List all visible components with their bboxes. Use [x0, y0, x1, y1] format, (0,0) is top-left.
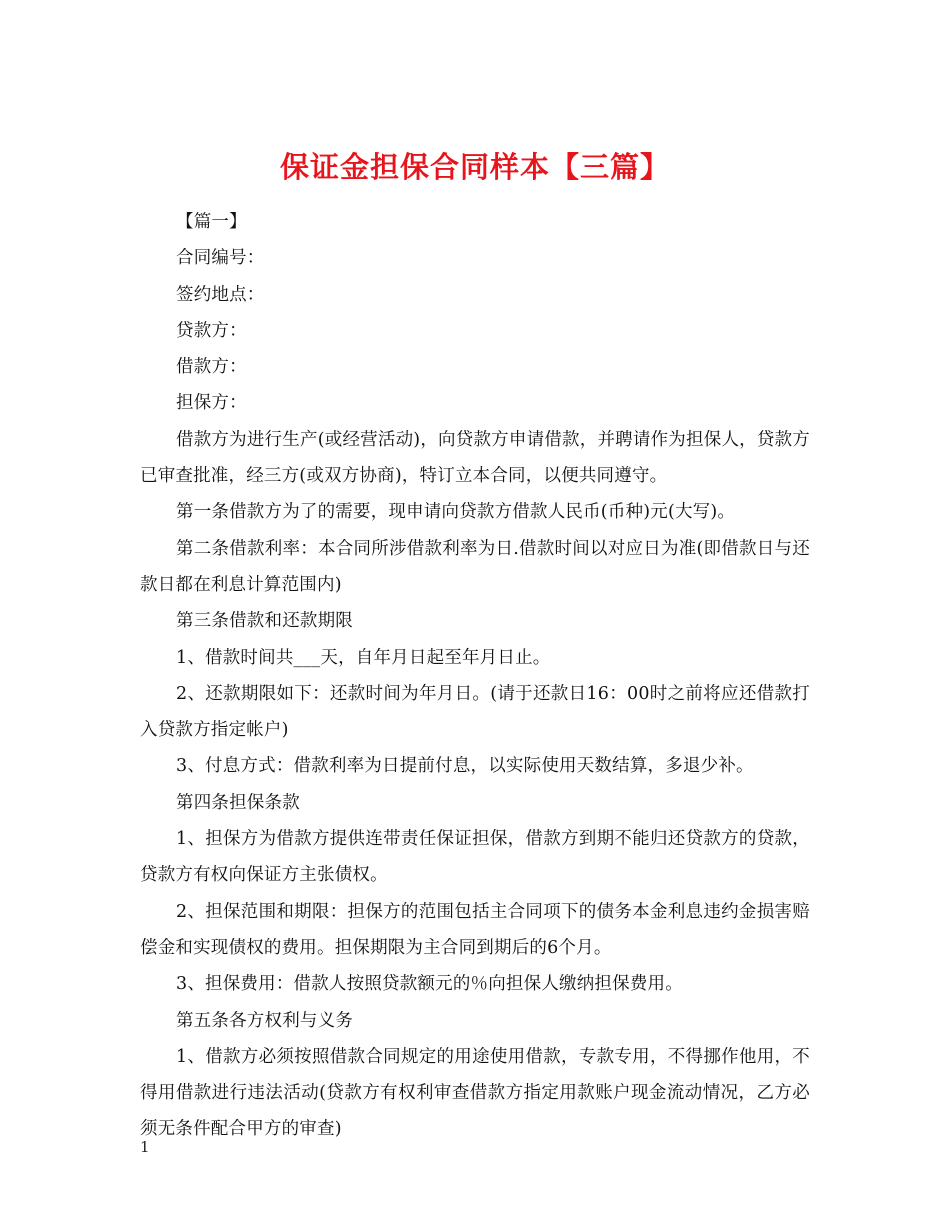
page-number: 1: [140, 1138, 150, 1156]
article-three-item-3: 3、付息方式：借款利率为日提前付息，以实际使用天数结算，多退少补。: [176, 756, 754, 777]
article-three-item-1: 1、借款时间共___天，自年月日起至年月日止。: [176, 647, 551, 668]
document-body: [140, 204, 810, 1148]
article-three-item-2: 2、还款期限如下：还款时间为年月日。(请于还款日16：00时之前将应还借款打入贷款方指定帐户): [140, 683, 810, 741]
article-two: 第二条借款利率：本合同所涉借款利率为日.借款时间以对应日为准(即借款日与还款日都在利息计算范围内): [140, 538, 810, 595]
article-five-item-1: 1、借款方必须按照借款合同规定的用途使用借款，专款专用，不得挪作他用，不得用借款进行违法活动(贷款方有权利审查借款方指定用款账户现金流动情况，乙方必须无条件配合甲方的审查): [140, 1046, 810, 1140]
contract-number-line: 合同编号：: [176, 248, 265, 269]
guarantor-line: 担保方：: [176, 393, 247, 414]
borrower-line: 借款方：: [176, 357, 247, 378]
document-title: 保证金担保合同样本【三篇】: [279, 150, 670, 185]
article-four-item-2: 2、担保范围和期限：担保方的范围包括主合同项下的债务本金利息违约金损害赔偿金和实现债权的费用。担保期限为主合同到期后的6个月。: [140, 901, 810, 958]
article-three-heading: 第三条借款和还款期限: [176, 611, 353, 632]
signing-place-line: 签约地点：: [176, 284, 265, 305]
article-four-item-1: 1、担保方为借款方提供连带责任保证担保，借款方到期不能归还贷款方的贷款，贷款方有权向保证方主张债权。: [140, 829, 810, 886]
article-four-item-3: 3、担保费用：借款人按照贷款额元的％向担保人缴纳担保费用。: [176, 974, 683, 995]
article-one: 第一条借款方为了的需要，现申请向贷款方借款人民币(币种)元(大写)。: [176, 502, 736, 523]
preamble-paragraph: 借款方为进行生产(或经营活动)，向贷款方申请借款，并聘请作为担保人，贷款方已审查批准，经三方(或双方协商)，特订立本合同，以便共同遵守。: [140, 429, 810, 487]
article-five-heading: 第五条各方权利与义务: [176, 1010, 353, 1031]
article-four-heading: 第四条担保条款: [176, 792, 300, 813]
section-heading-part-one: 【篇一】: [176, 212, 247, 232]
lender-line: 贷款方：: [176, 320, 247, 341]
